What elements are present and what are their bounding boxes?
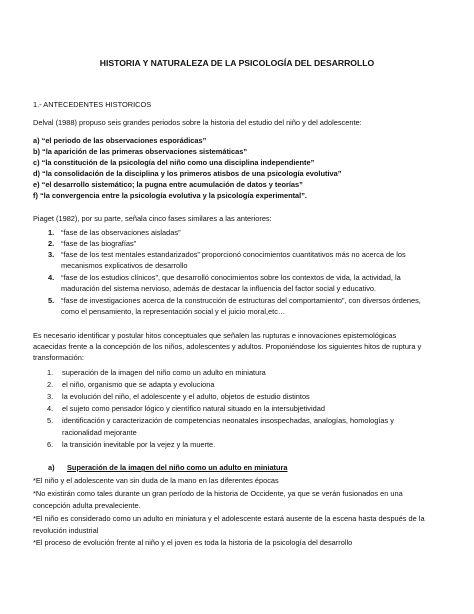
subsection-line: *El niño y el adolescente van sin duda de la mano en las diferentes épocas (33, 476, 279, 485)
hito-text-cont: racionalidad mejorante (62, 428, 137, 437)
delval-item-e: e) “el desarrollo sistemático; la pugna entre acumulación de datos y teorías” (33, 180, 303, 189)
hito-number: 5. (47, 416, 54, 425)
hito-text: la evolución del niño, el adolescente y el adulto, objetos de estudio distintos (62, 392, 310, 401)
subsection-line: *No existirán como tales durante un gran período de la historia de Occidente, ya que se verán fusionados en una (33, 489, 403, 498)
piaget-item-text-cont: maduración del sistema nervioso, además de destacar la influencia del factor social y educativo. (61, 284, 377, 293)
delval-item-a: a) “el periodo de las observaciones esporádicas” (33, 136, 207, 145)
subsection-line: *El proceso de evolución frente al niño y el joven es toda la historia de la psicología del desarrollo (33, 538, 353, 547)
hito-text: superación de la imagen del niño como un adulto en miniatura (62, 368, 266, 377)
piaget-intro: Piaget (1982), por su parte, señala cinco fases similares a las anteriores: (33, 214, 272, 223)
delval-item-b: b) “la aparición de las primeras observaciones sistemáticas” (33, 147, 248, 156)
hito-text: el niño, organismo que se adapta y evoluciona (62, 380, 215, 389)
subsection-heading: Superación de la imagen del niño como un adulto en miniatura (67, 463, 288, 472)
delval-item-d: d) “la consolidación de la disciplina y los primeros atisbos de una psicología evolutiva” (33, 169, 342, 178)
delval-intro: Delval (1988) propuso seis grandes periodos sobre la historia del estudio del niño y del adolescente: (33, 118, 362, 127)
piaget-item-text: “fase de investigaciones acerca de la construcción de estructuras del comportamiento”, con diversos órdenes, (61, 296, 421, 305)
piaget-item-number: 1. (48, 228, 55, 237)
hito-number: 3. (47, 392, 54, 401)
hitos-intro-line: Es necesario identificar y postular hitos conceptuales que señalen las rupturas e innovaciones epistemológicas (33, 331, 397, 340)
hito-number: 1. (47, 368, 54, 377)
hito-text: identificación y caracterización de competencias neonatales insospechadas, analogías, homologías y (62, 416, 394, 425)
piaget-item-number: 2. (48, 239, 55, 248)
piaget-item-text: “fase de los test mentales estandarizados” proporcionó conocimientos cuantitativos más no acerca de los (61, 250, 406, 259)
hito-number: 2. (47, 380, 54, 389)
hito-text: el sujeto como pensador lógico y científico natural situado en la intersubjetividad (62, 404, 325, 413)
hito-number: 6. (47, 440, 54, 449)
subsection-line: concepción adulta prevaleciente. (33, 501, 141, 510)
piaget-item-text-cont: como el pensamiento, la representación social y el juicio moral,etc… (61, 307, 286, 316)
hito-text: la transición inevitable por la vejez y la muerte. (62, 440, 216, 449)
hitos-intro-line: transformación: (33, 353, 84, 362)
document-title: HISTORIA Y NATURALEZA DE LA PSICOLOGÍA DEL DESARROLLO (99, 58, 375, 68)
piaget-item-number: 4. (48, 273, 55, 282)
piaget-item-text: “fase de las biografías” (61, 239, 137, 248)
piaget-item-number: 5. (48, 296, 55, 305)
piaget-item-text: “fase de las observaciones aisladas” (61, 228, 181, 237)
subsection-line: revolución industrial (33, 526, 99, 535)
section-heading: 1.- ANTECEDENTES HISTORICOS (33, 100, 152, 109)
delval-item-f: f) “la convergencia entre la psicología evolutiva y la psicología experimental”. (33, 191, 307, 200)
subsection-line: *El niño es considerado como un adulto en miniatura y el adolescente estará ausente de la escena hasta después de la (33, 514, 425, 523)
subsection-marker: a) (48, 463, 55, 472)
hito-number: 4. (47, 404, 54, 413)
delval-item-c: c) “la constitución de la psicología del niño como una disciplina independiente” (33, 158, 315, 167)
piaget-item-text: “fase de los estudios clínicos”, que desarrolló conocimientos sobre los contextos de vida, la actividad, la (61, 273, 401, 282)
piaget-item-number: 3. (48, 250, 55, 259)
piaget-item-text-cont: mecanismos explicativos de desarrollo (61, 261, 188, 270)
hitos-intro-line: acaecidas frente a la concepción de los niños, adolescentes y adultos. Proponiéndose los siguientes hitos de ruptura y (33, 342, 422, 351)
